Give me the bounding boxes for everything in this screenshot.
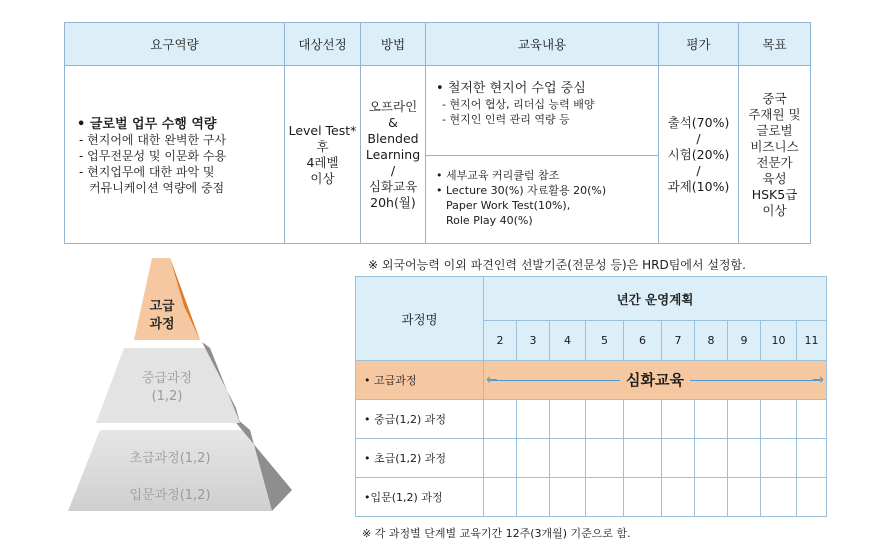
schedule-cell (517, 478, 550, 517)
schedule-cell (484, 478, 517, 517)
pyramid-label-basic: 초급과정(1,2) (129, 451, 211, 466)
schedule-header-row (356, 277, 827, 321)
goal-line: 이상 (762, 202, 787, 218)
target-line: Level Test* (288, 122, 357, 138)
method-cell (361, 66, 426, 244)
competency-table-row (65, 66, 811, 244)
schedule-cell (517, 400, 550, 439)
competency-table (64, 22, 811, 244)
target-cell (285, 66, 361, 244)
month-header: 5 (586, 321, 624, 361)
target-line: 이상 (310, 170, 335, 186)
header-content: 교육내용 (426, 23, 659, 66)
method-line: / (390, 162, 396, 178)
schedule-cell (662, 439, 695, 478)
evaluation-line: / (696, 162, 701, 178)
annual-schedule-table (355, 276, 827, 517)
header-evaluation: 평가 (659, 23, 739, 66)
schedule-cell (728, 478, 761, 517)
schedule-cell (517, 439, 550, 478)
pyramid-label-intermediate (112, 370, 222, 406)
schedule-cell (728, 439, 761, 478)
schedule-cell (586, 478, 624, 517)
method-line: Learning (365, 146, 421, 162)
schedule-cell (586, 400, 624, 439)
arrow-left-icon: ← (486, 372, 498, 388)
pyramid-label-intro: 입문과정(1,2) (129, 488, 211, 503)
evaluation-line: / (696, 130, 701, 146)
month-header: 10 (761, 321, 797, 361)
schedule-cell (797, 400, 827, 439)
schedule-cell (586, 439, 624, 478)
course-level-pyramid (60, 258, 300, 528)
training-period-note: ※ 각 과정별 단계별 교육기간 12주(3개월) 기준으로 함. (362, 527, 631, 540)
evaluation-line: 출석(70%) (667, 114, 730, 130)
schedule-cell (662, 400, 695, 439)
month-header: 4 (550, 321, 586, 361)
annual-plan-header: 년간 운영계획 (484, 277, 827, 321)
schedule-cell (761, 478, 797, 517)
advanced-schedule-bar (484, 361, 827, 400)
content-cell (426, 66, 659, 244)
content-upper-item: - 현지인 인력 관리 역량 등 (442, 112, 570, 126)
schedule-cell (624, 400, 662, 439)
schedule-cell (484, 439, 517, 478)
method-line: 오프라인 (368, 98, 418, 114)
month-header: 11 (797, 321, 827, 361)
content-lower (426, 156, 658, 243)
schedule-cell (761, 439, 797, 478)
content-lower-item: Role Play 40(%) (446, 213, 533, 227)
schedule-bar-label: 심화교육 (620, 369, 690, 391)
content-lower-item: • 세부교육 커리큘럼 참조 (436, 168, 654, 183)
pyramid-label-line: 고급 (149, 299, 175, 314)
pyramid-label-line: (1,2) (151, 389, 183, 404)
month-header: 7 (662, 321, 695, 361)
goal-line: 육성 (762, 170, 787, 186)
goal-line: HSK5급 (751, 186, 798, 202)
month-header: 6 (624, 321, 662, 361)
method-line: 심화교육 (368, 178, 418, 194)
header-method: 방법 (361, 23, 426, 66)
competency-item: - 현지어에 대한 완벽한 구사 (79, 133, 227, 147)
competency-item: - 현지업무에 대한 파악 및 (79, 165, 215, 179)
evaluation-line: 과제(10%) (667, 178, 730, 194)
course-name: • 중급(1,2) 과정 (356, 400, 484, 439)
content-upper-title: • 철저한 현지어 수업 중심 (436, 81, 654, 97)
month-header: 9 (728, 321, 761, 361)
header-target: 대상선정 (285, 23, 361, 66)
goal-line: 글로벌 (756, 122, 793, 138)
competency-table-header (65, 23, 811, 66)
header-goal: 목표 (739, 23, 811, 66)
month-header: 2 (484, 321, 517, 361)
target-line: 후 (316, 138, 329, 154)
schedule-row-advanced (356, 361, 827, 400)
schedule-arrow (484, 362, 826, 398)
schedule-cell (695, 478, 728, 517)
arrow-right-icon: → (812, 372, 824, 388)
schedule-row-intro (356, 478, 827, 517)
competency-item: - 업무전문성 및 이문화 수용 (79, 149, 227, 163)
schedule-cell (797, 439, 827, 478)
schedule-cell (797, 478, 827, 517)
goal-line: 주재원 및 (748, 106, 801, 122)
schedule-cell (662, 478, 695, 517)
content-upper (426, 67, 658, 156)
content-lower-item: Paper Work Test(10%), (446, 198, 571, 212)
goal-line: 비즈니스 (750, 138, 799, 154)
schedule-cell (550, 478, 586, 517)
schedule-row-intermediate (356, 400, 827, 439)
course-name-header: 과정명 (356, 277, 484, 361)
month-header: 3 (517, 321, 550, 361)
schedule-cell (695, 400, 728, 439)
course-name: • 초급(1,2) 과정 (356, 439, 484, 478)
pyramid-label-advanced (132, 298, 192, 334)
schedule-cell (550, 439, 586, 478)
header-competency: 요구역량 (65, 23, 285, 66)
target-line: 4레벨 (306, 154, 339, 170)
competency-item: 커뮤니케이션 역량에 중점 (89, 181, 225, 195)
schedule-cell (550, 400, 586, 439)
course-name: •입문(1,2) 과정 (356, 478, 484, 517)
content-upper-item: - 현지어 협상, 리더십 능력 배양 (442, 97, 595, 111)
content-lower-item: • Lecture 30(%) 자료활용 20(%) (436, 183, 654, 198)
goal-line: 전문가 (756, 154, 793, 170)
month-header: 8 (695, 321, 728, 361)
schedule-row-basic (356, 439, 827, 478)
schedule-cell (624, 478, 662, 517)
schedule-cell (484, 400, 517, 439)
method-line: & (388, 114, 398, 130)
method-line: 20h(월) (370, 194, 416, 210)
selection-criteria-note: ※ 외국어능력 이외 파견인력 선발기준(전문성 등)은 HRD팀에서 설정함. (368, 258, 746, 272)
goal-line: 중국 (762, 90, 787, 106)
goal-cell (739, 66, 811, 244)
schedule-cell (761, 400, 797, 439)
evaluation-line: 시험(20%) (667, 146, 730, 162)
pyramid-label-line: 중급과정 (141, 371, 193, 386)
evaluation-cell (659, 66, 739, 244)
schedule-cell (728, 400, 761, 439)
course-name: • 고급과정 (356, 361, 484, 400)
method-line: Blended (367, 130, 419, 146)
pyramid-label-line: 과정 (149, 317, 175, 332)
competency-cell (65, 66, 285, 244)
schedule-cell (624, 439, 662, 478)
schedule-cell (695, 439, 728, 478)
competency-title: • 글로벌 업무 수행 역량 (77, 113, 276, 132)
